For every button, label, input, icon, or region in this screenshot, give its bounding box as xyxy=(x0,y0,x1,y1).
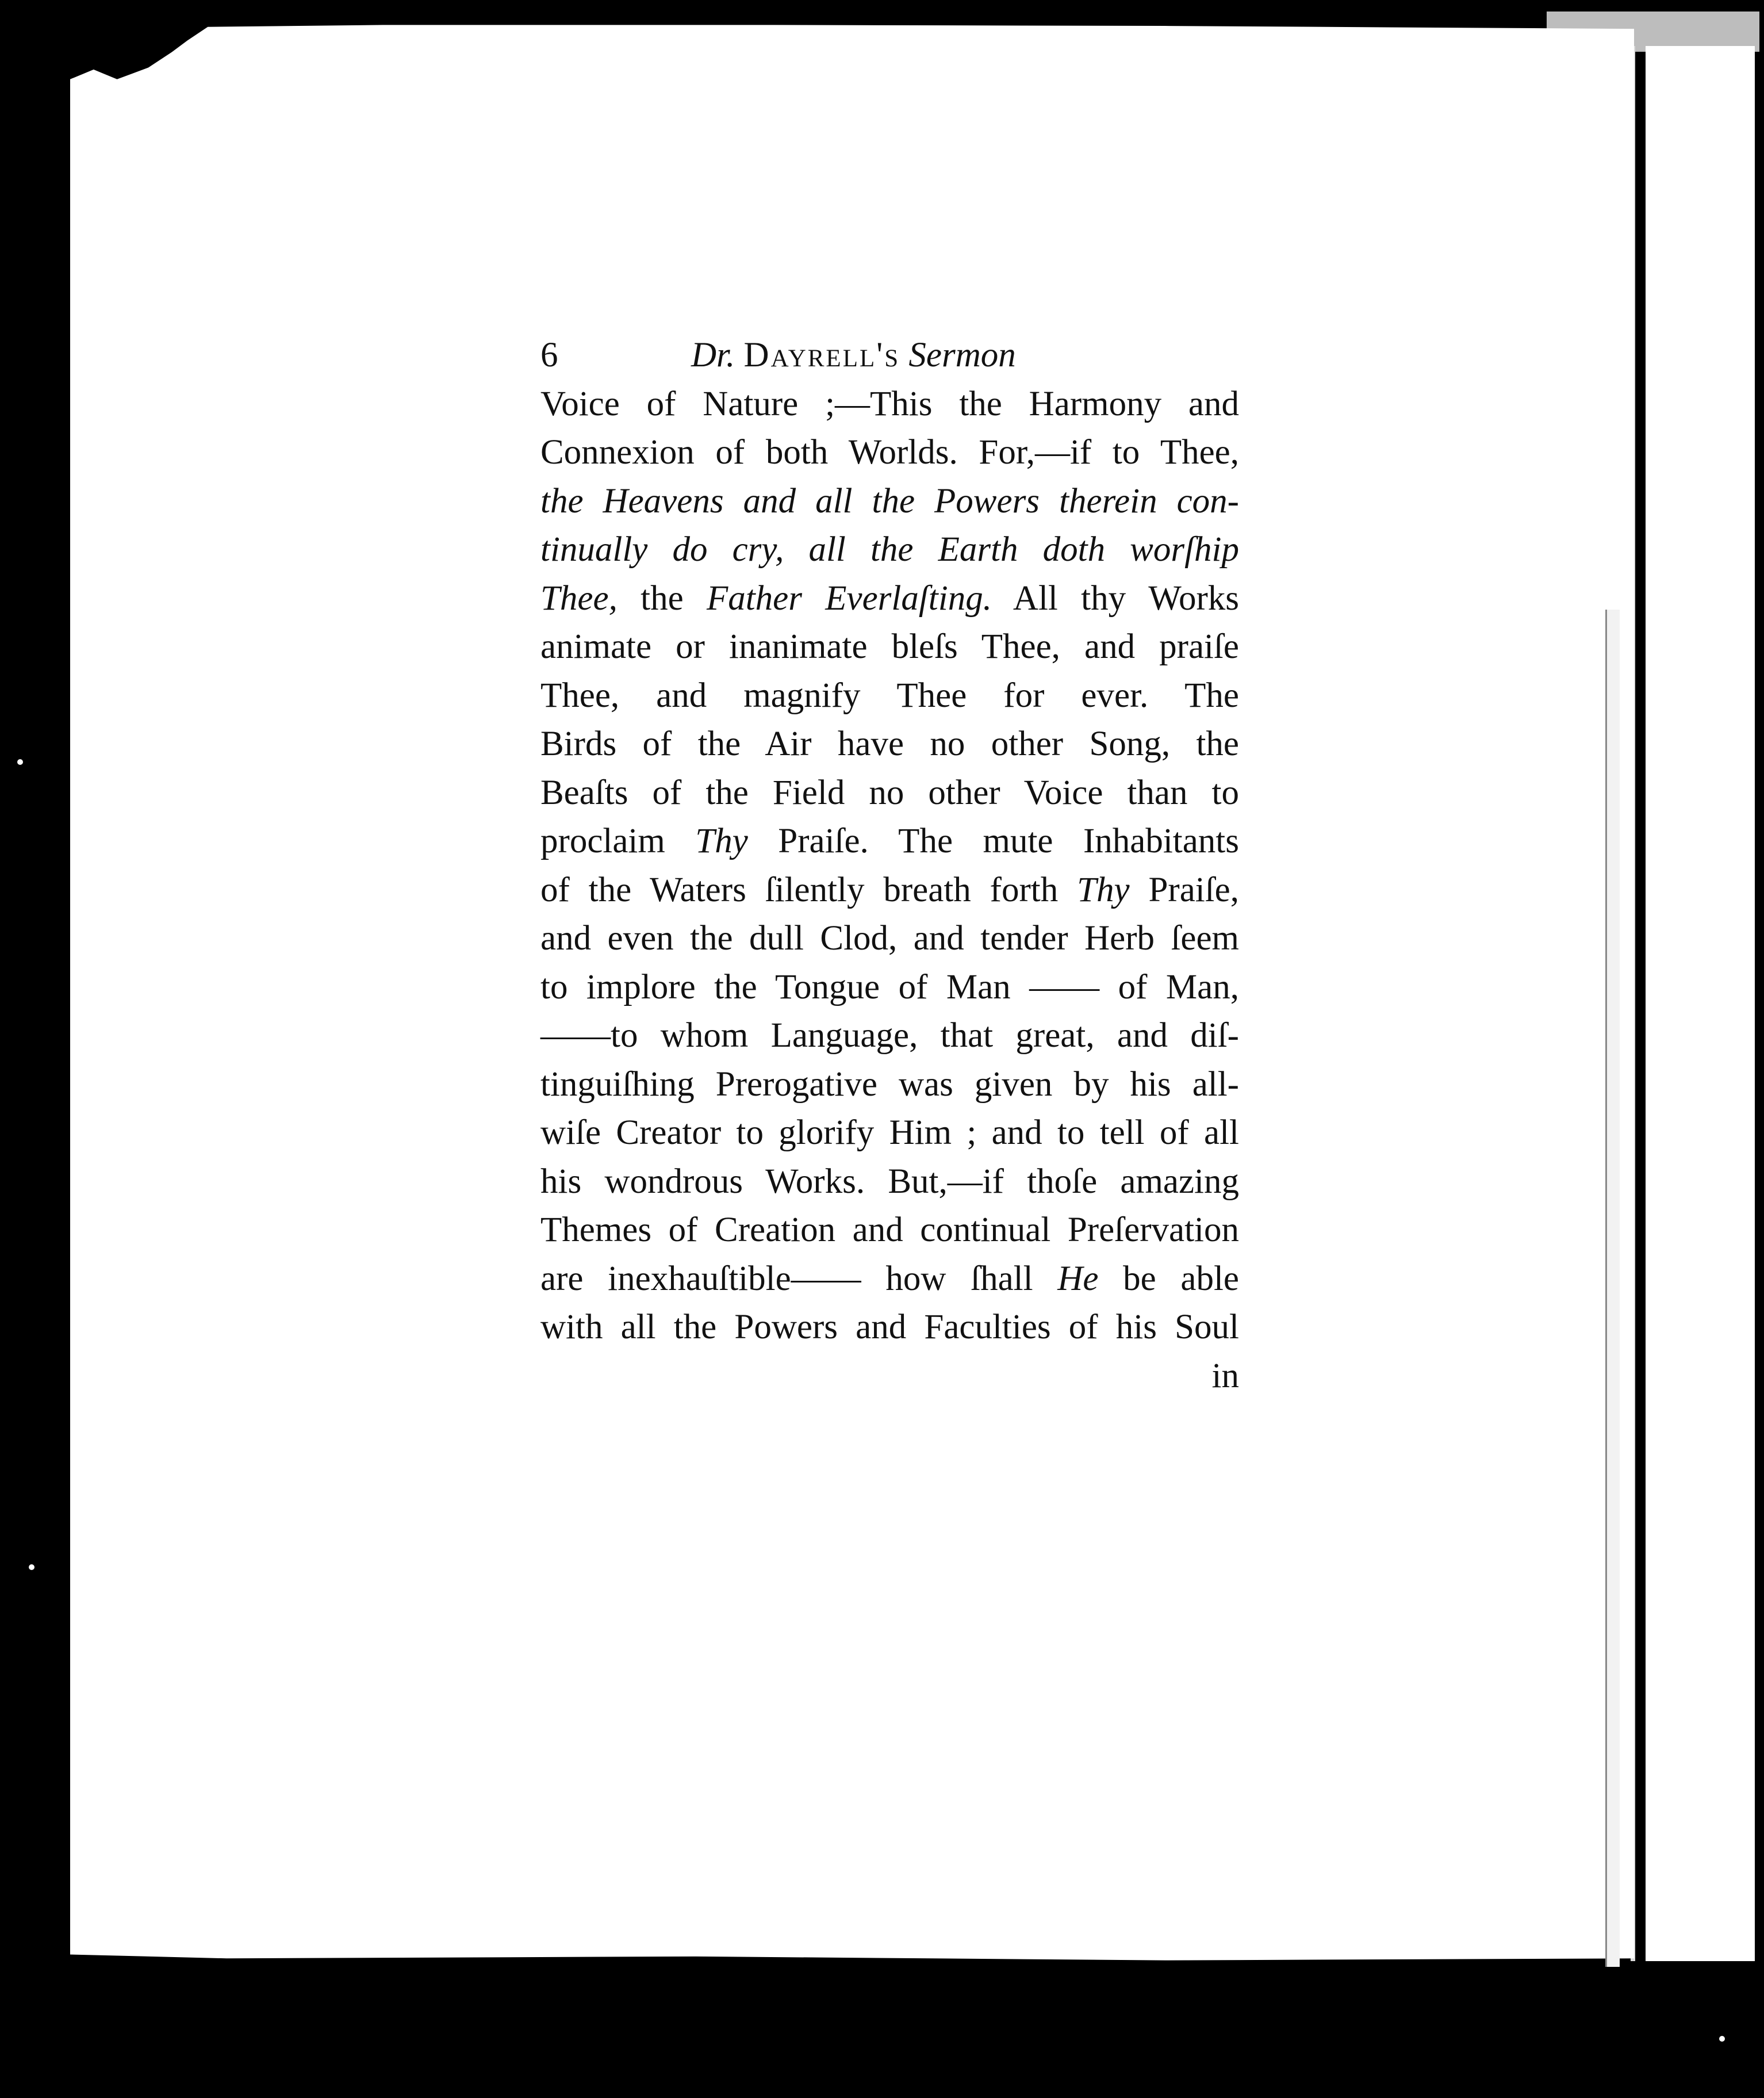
text-segment: Connexion of both Worlds. For,—if to Thee, xyxy=(540,433,1239,472)
text-segment: Thee, and magnify Thee for ever. The xyxy=(540,676,1239,715)
text-segment: Voice of Nature ;—This the Harmony and xyxy=(540,384,1239,423)
running-title-prefix: Dr. xyxy=(691,336,735,374)
text-segment: Praiſe. The mute Inhabitants xyxy=(747,822,1239,860)
text-segment: All thy Works xyxy=(991,579,1240,618)
text-line xyxy=(540,866,1239,915)
italic-text-segment: tinually do cry, all the Earth doth worſhip xyxy=(540,530,1239,569)
text-segment: are inexhauſtible—— how ſhall xyxy=(540,1259,1058,1298)
text-line xyxy=(540,914,1239,963)
running-head xyxy=(540,331,1092,380)
running-title-suffix: Sermon xyxy=(908,336,1016,374)
text-segment: and even the dull Clod, and tender Herb ſeem xyxy=(540,919,1239,958)
text-line xyxy=(540,963,1239,1012)
page-text xyxy=(540,331,1239,1400)
text-segment: his wondrous Works. But,—if thoſe amazing xyxy=(540,1162,1239,1201)
text-segment: the xyxy=(641,579,707,618)
text-line xyxy=(540,1061,1239,1109)
page-number: 6 xyxy=(540,336,558,374)
text-line xyxy=(540,1206,1239,1255)
text-line xyxy=(540,1158,1239,1207)
text-segment: animate or inanimate bleſs Thee, and praiſe xyxy=(540,627,1239,666)
text-line xyxy=(540,477,1239,526)
text-segment: proclaim xyxy=(540,822,696,860)
text-line xyxy=(540,1303,1239,1352)
scan-speck xyxy=(80,98,86,104)
text-line xyxy=(540,380,1239,429)
italic-text-segment: Thy xyxy=(695,822,748,860)
text-segment: Themes of Creation and continual Preſervation xyxy=(540,1211,1239,1249)
text-segment: wiſe Creator to glorify Him ; and to tell of all xyxy=(540,1113,1239,1152)
text-segment: Beaſts of the Field no other Voice than to xyxy=(540,773,1239,812)
italic-text-segment: the Heavens and all the Powers therein con- xyxy=(540,481,1239,520)
text-line xyxy=(540,1012,1239,1061)
text-line xyxy=(540,720,1239,769)
italic-text-segment: He xyxy=(1057,1259,1099,1298)
scan-speck xyxy=(1719,2036,1725,2042)
running-title-name: Dayrell's xyxy=(743,336,900,374)
scan-speck xyxy=(17,759,23,765)
adjacent-leaf xyxy=(1646,46,1755,1961)
scan-speck xyxy=(29,1564,34,1570)
italic-text-segment: Thy xyxy=(1077,870,1130,909)
text-line xyxy=(540,769,1239,818)
text-segment: tinguiſhing Prerogative was given by his all- xyxy=(540,1065,1239,1104)
text-segment: with all the Powers and Faculties of his Soul xyxy=(540,1308,1239,1346)
italic-text-segment: Father Everlaſting. xyxy=(706,579,992,618)
text-segment: of the Waters ſilently breath forth xyxy=(540,870,1077,909)
text-segment: ——to whom Language, that great, and diſ- xyxy=(540,1016,1239,1055)
text-segment: be able xyxy=(1098,1259,1240,1298)
text-line xyxy=(540,428,1239,477)
text-line xyxy=(540,575,1239,623)
text-line xyxy=(540,623,1239,672)
text-line xyxy=(540,526,1239,575)
text-line xyxy=(540,1255,1239,1304)
italic-text-segment: Thee, xyxy=(540,579,641,618)
text-segment: Praiſe, xyxy=(1129,870,1239,909)
body-text xyxy=(540,380,1239,1352)
running-title xyxy=(691,331,1016,380)
text-line xyxy=(540,817,1239,866)
text-segment: Birds of the Air have no other Song, the xyxy=(540,725,1239,763)
text-line xyxy=(540,1109,1239,1158)
page-gutter-edge xyxy=(1605,610,1620,1967)
text-segment: to implore the Tongue of Man —— of Man, xyxy=(540,967,1239,1006)
text-line xyxy=(540,672,1239,721)
catchword: in xyxy=(1211,1356,1239,1395)
